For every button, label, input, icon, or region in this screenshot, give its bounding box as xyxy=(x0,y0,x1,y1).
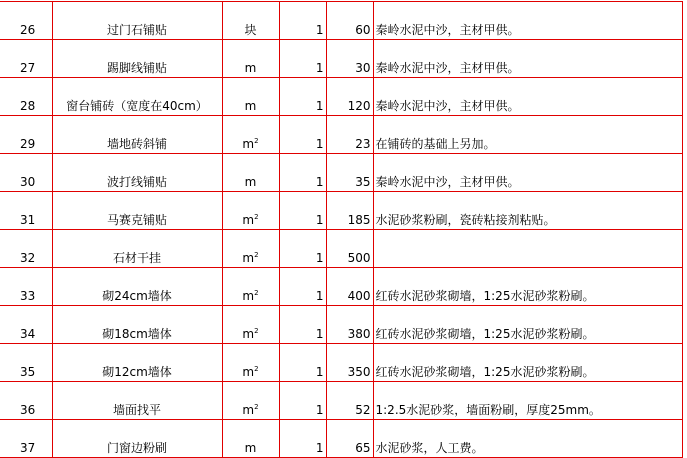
quantity-cell-text: 1 xyxy=(315,289,324,303)
table-row xyxy=(0,420,682,458)
item-name-cell[interactable] xyxy=(52,306,222,344)
quantity-cell[interactable] xyxy=(279,382,326,420)
table-row xyxy=(0,78,682,116)
price-cell-text: 60 xyxy=(355,23,371,37)
unit-cell[interactable] xyxy=(222,268,279,306)
note-cell[interactable] xyxy=(373,192,682,230)
note-cell[interactable] xyxy=(373,420,682,458)
item-name-cell[interactable] xyxy=(52,382,222,420)
price-cell[interactable] xyxy=(326,230,373,268)
unit-cell-text: m xyxy=(242,403,255,417)
item-name-cell-text: 门窗边粉刷 xyxy=(106,441,167,455)
price-cell[interactable] xyxy=(326,154,373,192)
item-name-cell[interactable] xyxy=(52,344,222,382)
table-row xyxy=(0,116,682,154)
item-name-cell-text: 石材干挂 xyxy=(112,251,161,265)
quantity-cell[interactable] xyxy=(279,116,326,154)
price-cell-text: 23 xyxy=(355,137,371,151)
unit-cell-text: m xyxy=(244,61,257,75)
table-row xyxy=(0,306,682,344)
unit-cell[interactable] xyxy=(222,382,279,420)
note-cell-text: 秦岭水泥中沙，主材甲供。 xyxy=(375,175,520,189)
unit-cell[interactable] xyxy=(222,230,279,268)
item-name-cell-text: 波打线铺贴 xyxy=(106,175,167,189)
row-number-cell-text: 28 xyxy=(20,99,36,113)
price-cell-text: 350 xyxy=(347,365,371,379)
unit-cell-text: m xyxy=(242,327,255,341)
row-number-cell-text: 36 xyxy=(20,403,36,417)
quantity-cell-text: 1 xyxy=(315,213,324,227)
table-row xyxy=(0,382,682,420)
unit-superscript: 2 xyxy=(254,213,259,221)
unit-cell-text: 块 xyxy=(244,23,257,37)
price-cell[interactable] xyxy=(326,268,373,306)
row-number-cell[interactable] xyxy=(0,268,52,306)
price-cell[interactable] xyxy=(326,78,373,116)
price-cell-text: 52 xyxy=(355,403,371,417)
note-cell-text: 水泥砂浆，人工费。 xyxy=(375,441,484,455)
item-name-cell[interactable] xyxy=(52,268,222,306)
unit-cell-text: m xyxy=(242,137,255,151)
quantity-cell-text: 1 xyxy=(315,23,324,37)
price-cell[interactable] xyxy=(326,420,373,458)
price-cell-text: 500 xyxy=(347,251,371,265)
unit-cell[interactable] xyxy=(222,306,279,344)
table-row xyxy=(0,154,682,192)
item-name-cell-text: 墙地砖斜铺 xyxy=(106,137,167,151)
row-number-cell[interactable] xyxy=(0,2,52,40)
item-name-cell-text: 过门石铺贴 xyxy=(106,23,167,37)
item-name-cell[interactable] xyxy=(52,2,222,40)
unit-superscript: 2 xyxy=(254,403,259,411)
row-number-cell-text: 31 xyxy=(20,213,36,227)
unit-cell-text: m xyxy=(242,365,255,379)
price-cell[interactable] xyxy=(326,192,373,230)
row-number-cell-text: 33 xyxy=(20,289,36,303)
quantity-cell-text: 1 xyxy=(315,365,324,379)
price-cell-text: 380 xyxy=(347,327,371,341)
row-number-cell-text: 34 xyxy=(20,327,36,341)
unit-superscript: 2 xyxy=(254,137,259,145)
price-cell[interactable] xyxy=(326,2,373,40)
note-cell[interactable] xyxy=(373,116,682,154)
note-cell[interactable] xyxy=(373,40,682,78)
table-row xyxy=(0,344,682,382)
item-name-cell-text: 砌18cm墙体 xyxy=(102,327,172,341)
note-cell-text: 秦岭水泥中沙，主材甲供。 xyxy=(375,23,520,37)
row-number-cell-text: 37 xyxy=(20,441,36,455)
note-cell[interactable] xyxy=(373,382,682,420)
item-name-cell[interactable] xyxy=(52,116,222,154)
row-number-cell-text: 26 xyxy=(20,23,36,37)
note-cell[interactable] xyxy=(373,268,682,306)
quantity-cell[interactable] xyxy=(279,420,326,458)
row-number-cell[interactable] xyxy=(0,420,52,458)
spreadsheet-table xyxy=(0,1,683,458)
row-number-cell[interactable] xyxy=(0,78,52,116)
unit-superscript: 2 xyxy=(254,327,259,335)
price-cell-text: 400 xyxy=(347,289,371,303)
item-name-cell-text: 马赛克铺贴 xyxy=(106,213,167,227)
table-row xyxy=(0,2,682,40)
unit-cell-text: m xyxy=(244,175,257,189)
item-name-cell[interactable] xyxy=(52,78,222,116)
quantity-cell-text: 1 xyxy=(315,327,324,341)
quantity-cell-text: 1 xyxy=(315,137,324,151)
quantity-cell[interactable] xyxy=(279,192,326,230)
table-row xyxy=(0,192,682,230)
note-cell-text: 1:2.5水泥砂浆，墙面粉刷，厚度25mm。 xyxy=(375,403,601,417)
price-cell[interactable] xyxy=(326,116,373,154)
unit-cell-text: m xyxy=(242,213,255,227)
row-number-cell[interactable] xyxy=(0,40,52,78)
note-cell[interactable] xyxy=(373,306,682,344)
note-cell-text: 红砖水泥砂浆砌墙，1:25水泥砂浆粉刷。 xyxy=(375,289,595,303)
unit-cell[interactable] xyxy=(222,78,279,116)
item-name-cell[interactable] xyxy=(52,420,222,458)
unit-cell[interactable] xyxy=(222,420,279,458)
quantity-cell[interactable] xyxy=(279,344,326,382)
note-cell[interactable] xyxy=(373,2,682,40)
unit-cell-text: m xyxy=(242,289,255,303)
unit-superscript: 2 xyxy=(254,289,259,297)
row-number-cell[interactable] xyxy=(0,382,52,420)
row-number-cell[interactable] xyxy=(0,344,52,382)
table-row xyxy=(0,230,682,268)
row-number-cell-text: 32 xyxy=(20,251,36,265)
unit-cell-text: m xyxy=(244,99,257,113)
item-name-cell-text: 砌24cm墙体 xyxy=(102,289,172,303)
price-cell-text: 65 xyxy=(355,441,371,455)
quantity-cell[interactable] xyxy=(279,78,326,116)
note-cell-text: 秦岭水泥中沙，主材甲供。 xyxy=(375,99,520,113)
quantity-cell[interactable] xyxy=(279,154,326,192)
item-name-cell[interactable] xyxy=(52,192,222,230)
unit-cell[interactable] xyxy=(222,116,279,154)
unit-cell[interactable] xyxy=(222,344,279,382)
item-name-cell-text: 墙面找平 xyxy=(112,403,161,417)
quantity-cell-text: 1 xyxy=(315,99,324,113)
note-cell-text: 红砖水泥砂浆砌墙，1:25水泥砂浆粉刷。 xyxy=(375,327,595,341)
unit-cell-text: m xyxy=(242,251,255,265)
item-name-cell[interactable] xyxy=(52,40,222,78)
row-number-cell[interactable] xyxy=(0,116,52,154)
quantity-cell-text: 1 xyxy=(315,175,324,189)
quantity-cell[interactable] xyxy=(279,306,326,344)
price-cell-text: 185 xyxy=(347,213,371,227)
item-name-cell-text: 踢脚线铺贴 xyxy=(106,61,167,75)
note-cell[interactable] xyxy=(373,78,682,116)
row-number-cell-text: 27 xyxy=(20,61,36,75)
item-name-cell-text: 窗台铺砖（宽度在40cm） xyxy=(66,99,208,113)
row-number-cell-text: 35 xyxy=(20,365,36,379)
price-cell[interactable] xyxy=(326,40,373,78)
note-cell-text: 在铺砖的基础上另加。 xyxy=(375,137,496,151)
quantity-cell-text: 1 xyxy=(315,441,324,455)
unit-superscript: 2 xyxy=(254,251,259,259)
price-cell[interactable] xyxy=(326,306,373,344)
price-cell[interactable] xyxy=(326,382,373,420)
quantity-cell[interactable] xyxy=(279,268,326,306)
quantity-cell-text: 1 xyxy=(315,251,324,265)
row-number-cell[interactable] xyxy=(0,154,52,192)
price-cell-text: 30 xyxy=(355,61,371,75)
unit-superscript: 2 xyxy=(254,365,259,373)
unit-cell-text: m xyxy=(244,441,257,455)
quantity-cell-text: 1 xyxy=(315,61,324,75)
quantity-cell[interactable] xyxy=(279,2,326,40)
price-cell-text: 120 xyxy=(347,99,371,113)
unit-cell[interactable] xyxy=(222,192,279,230)
row-number-cell-text: 30 xyxy=(20,175,36,189)
unit-cell[interactable] xyxy=(222,154,279,192)
note-cell-text: 秦岭水泥中沙，主材甲供。 xyxy=(375,61,520,75)
note-cell[interactable] xyxy=(373,154,682,192)
item-name-cell-text: 砌12cm墙体 xyxy=(102,365,172,379)
price-cell-text: 35 xyxy=(355,175,371,189)
row-number-cell[interactable] xyxy=(0,306,52,344)
quantity-cell[interactable] xyxy=(279,230,326,268)
table-row xyxy=(0,40,682,78)
item-name-cell[interactable] xyxy=(52,230,222,268)
quantity-cell-text: 1 xyxy=(315,403,324,417)
note-cell[interactable] xyxy=(373,230,682,268)
row-number-cell-text: 29 xyxy=(20,137,36,151)
table-row xyxy=(0,268,682,306)
note-cell[interactable] xyxy=(373,344,682,382)
unit-cell[interactable] xyxy=(222,2,279,40)
unit-cell[interactable] xyxy=(222,40,279,78)
price-cell[interactable] xyxy=(326,344,373,382)
item-name-cell[interactable] xyxy=(52,154,222,192)
note-cell-text: 水泥砂浆粉刷，瓷砖粘接剂粘贴。 xyxy=(375,213,556,227)
row-number-cell[interactable] xyxy=(0,192,52,230)
note-cell-text: 红砖水泥砂浆砌墙，1:25水泥砂浆粉刷。 xyxy=(375,365,595,379)
row-number-cell[interactable] xyxy=(0,230,52,268)
quantity-cell[interactable] xyxy=(279,40,326,78)
